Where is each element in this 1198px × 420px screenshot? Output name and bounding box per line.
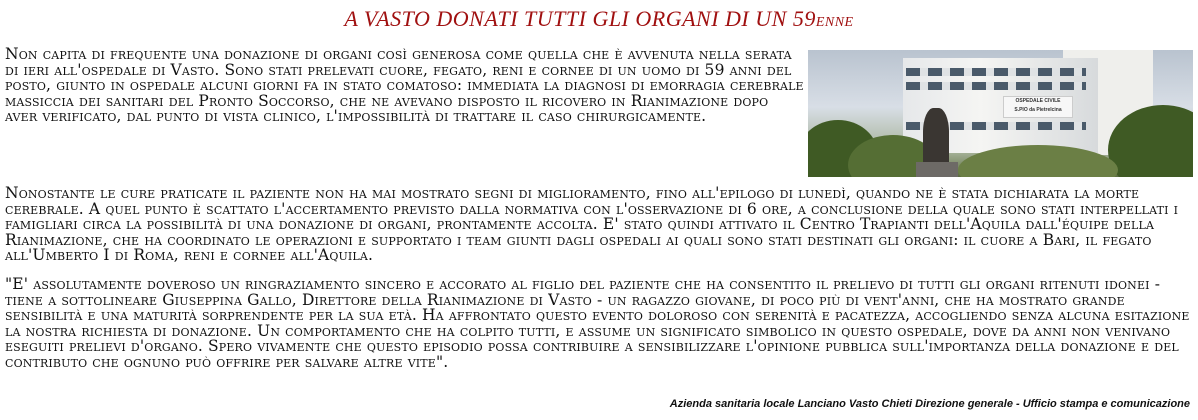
photo-sign-line1: OSPEDALE CIVILE <box>1015 98 1061 104</box>
paragraph-quote: "E' assolutamente doveroso un ringraziamento sincero e accorato al figlio del paziente che ha consentito il prelievo di tutti gli organi ritenuti idonei - tiene a sottolineare Giuseppina Gallo, Direttore della Rianimazione di Vasto - un ragazzo giovane, di poco più di vent'anni, che ha mostrato grande sensibilità e una maturità sorprendente per la sua età. Ha affrontato questo evento doloroso con serenità e pacatezza, accogliendo senza alcuna esitazione la nostra richiesta di donazione. Un comportamento che ha colpito tutti, e assume un significato simbolico in questo ospedale, dove da anni non venivano eseguiti prelievi d'organo. Spero vivamente che questo episodio possa contribuire a sensibilizzare l'opinione pubblica sull'importanza della donazione e del contributo che ognuno può offrire per salvare altre vite". <box>5 275 1190 371</box>
photo-hospital-sign <box>1003 96 1073 118</box>
paragraph-body: Nonostante le cure praticate il paziente non ha mai mostrato segni di miglioramento, fino all'epilogo di lunedì, quando ne è stata dichiarata la morte cerebrale. A quel punto è scattato l'accertamento previsto dalla normativa con l'osservazione di 6 ore, a conclusione della quale sono stati interpellati i famigliari circa la possibilità di una donazione di organi, prontamente accolta. E' stato quindi attivato il Centro Trapianti dell'Aquila dall'équipe della Rianimazione, che ha coordinato le operazioni e supportato i team giunti dagli ospedali ai quali sono stati destinati gli organi: il cuore a Bari, il fegato all'Umberto I di Roma, reni e cornee all'Aquila. <box>5 184 1179 264</box>
hospital-photo <box>808 50 1193 177</box>
photo-statue-pedestal <box>916 162 958 177</box>
photo-sign-line2: S.PIO da Pietrelcina <box>1014 107 1062 113</box>
photo-statue <box>923 108 949 168</box>
title-main: A VASTO DONATI TUTTI GLI ORGANI DI UN 59 <box>344 6 816 31</box>
title-suffix: enne <box>815 9 854 31</box>
paragraph-intro: Non capita di frequente una donazione di organi così generosa come quella che è avvenuta nella serata di ieri all'ospedale di Vasto. Sono stati prelevati cuore, fegato, reni e cornee di un uomo di 59 anni del posto, giunto in ospedale alcuni giorni fa in stato comatoso: immediata la diagnosi di emorragia cerebrale massiccia dei sanitari del Pronto Soccorso, che ne avevano disposto il ricovero in Rianimazione dopo aver verificato, dal punto di vista clinico, l'impossibilità di trattare il caso chirurgicamente. <box>5 45 804 125</box>
footer-credit: Azienda sanitaria locale Lanciano Vasto Chieti Direzione generale - Ufficio stampa e comunicazione <box>669 398 1190 410</box>
photo-windows-row <box>906 82 1086 90</box>
article-title <box>0 6 1198 32</box>
photo-windows-row <box>906 68 1086 76</box>
